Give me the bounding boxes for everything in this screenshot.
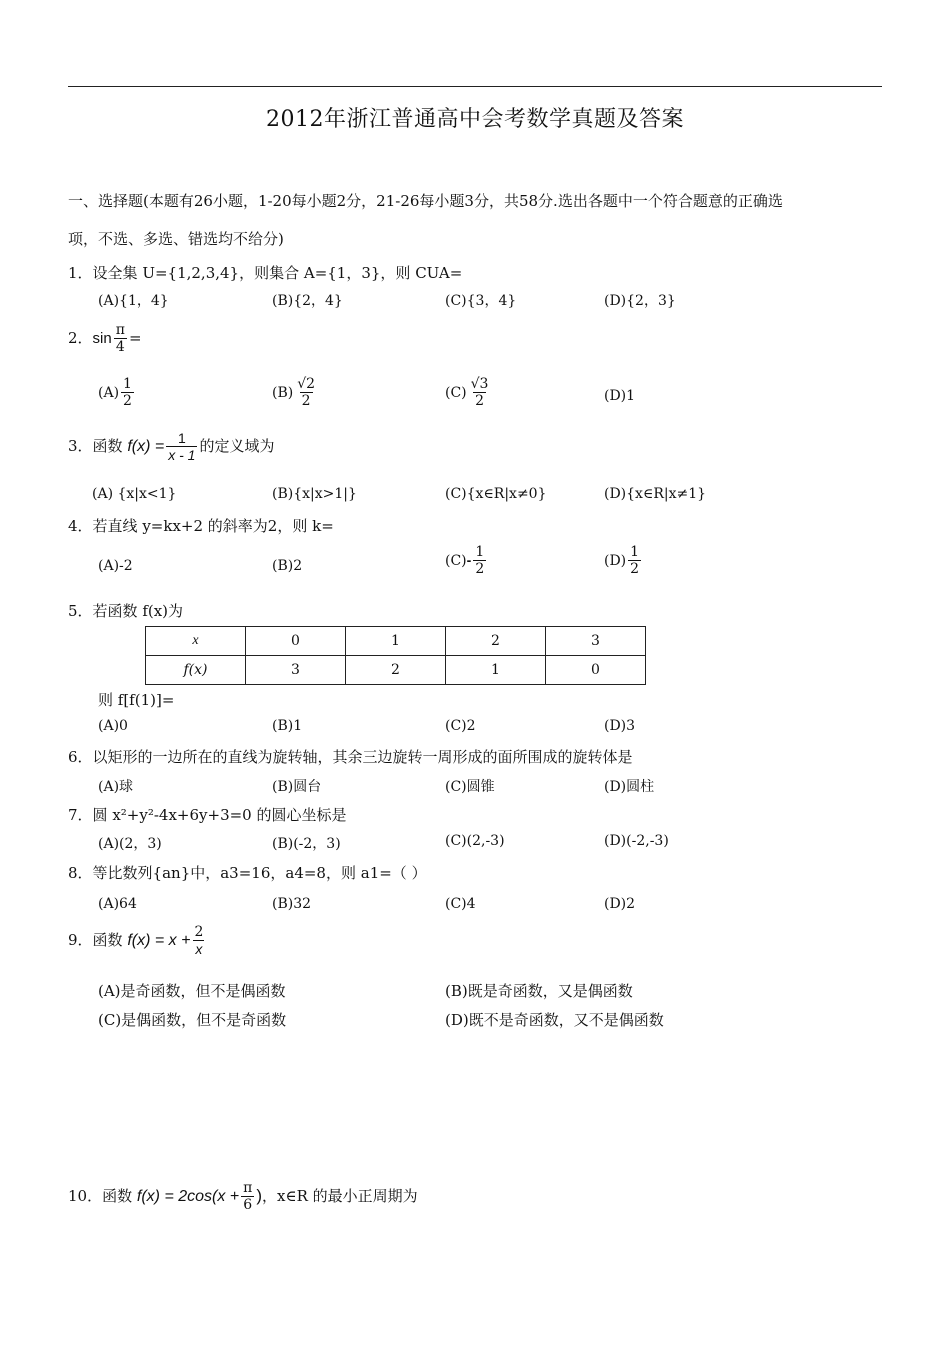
table-cell: 3 — [246, 656, 346, 685]
sin-text: sin — [92, 330, 112, 347]
question-text: 等比数列{an}中，a3=16，a4=8，则 a1=（ ） — [92, 864, 427, 882]
table-cell: 3 — [546, 627, 646, 656]
q5-option-c: (C)2 — [445, 718, 476, 734]
q1-option-d: (D){2，3} — [604, 293, 676, 309]
question-8 — [68, 862, 427, 883]
q3-option-b: (B){x|x>1|} — [272, 486, 357, 502]
function-expression: f(x) = — [127, 438, 165, 455]
q2-option-c: (C) $\frac{√3}{2}$ — [445, 376, 489, 409]
q4-option-c: (C)- $\frac{1}{2}$ — [445, 544, 485, 577]
question-3: 3．函数 f(x) = $\frac{1}{x - 1}$ 的定义域为 — [68, 430, 275, 463]
question-number: 8． — [68, 864, 93, 882]
q4-option-a: (A)-2 — [98, 558, 133, 574]
q9-option-c: (C)是偶函数，但不是奇函数 — [98, 1011, 287, 1029]
question-6 — [68, 746, 633, 767]
question-10: 10．函数 f(x) = 2cos(x + $\frac{\pi}{6}$ )，x∈R 的最小正周期为 — [68, 1180, 418, 1213]
q5-option-a: (A)0 — [98, 718, 128, 734]
question-number: 2． — [68, 329, 93, 347]
q5-option-d: (D)3 — [604, 718, 636, 734]
header-rule — [68, 86, 882, 87]
reciprocal-fraction: $\frac{1}{x - 1}$ — [168, 430, 196, 463]
q8-option-c: (C)4 — [445, 896, 476, 912]
table-cell: 1 — [446, 656, 546, 685]
q8-option-a: (A)64 — [98, 896, 137, 912]
pi-over-6-fraction: $\frac{\pi}{6}$ — [243, 1180, 253, 1213]
question-text: 若函数 f(x)为 — [92, 602, 184, 620]
question-text: 以矩形的一边所在的直线为旋转轴，其余三边旋转一周形成的面所围成的旋转体是 — [92, 748, 633, 766]
question-9: 9．函数 f(x) = x + $\frac{2}{x}$ — [68, 924, 204, 957]
table-cell: 2 — [346, 656, 446, 685]
question-number: 1． — [68, 264, 93, 282]
q8-option-d: (D)2 — [604, 896, 636, 912]
q3-option-c: (C){x∈R|x≠0} — [445, 486, 547, 502]
table-cell: 0 — [246, 627, 346, 656]
q6-option-b: (B)圆台 — [272, 779, 322, 795]
q6-option-d: (D)圆柱 — [604, 779, 655, 795]
table-cell: 2 — [446, 627, 546, 656]
section-intro-line1: 一、选择题(本题有26小题，1-20每小题2分，21-26每小题3分，共58分.选出各题中一个符合题意的正确选 — [68, 192, 783, 210]
table-cell: 0 — [546, 656, 646, 685]
page-title: 2012年浙江普通高中会考数学真题及答案 — [266, 107, 684, 132]
q7-option-a: (A)(2，3) — [98, 836, 162, 852]
question-1 — [68, 262, 462, 283]
question-number: 4． — [68, 517, 93, 535]
table-cell: x — [146, 627, 246, 656]
question-7 — [68, 804, 347, 825]
question-number: 7． — [68, 806, 93, 824]
function-value-table — [145, 626, 646, 685]
q2-option-a: (A) $\frac{1}{2}$ — [98, 376, 132, 409]
q1-option-c: (C){3，4} — [445, 293, 517, 309]
q2-option-b: (B) $\frac{√2}{2}$ — [272, 376, 316, 409]
q4-option-b: (B)2 — [272, 558, 303, 574]
q9-option-b: (B)既是奇函数，又是偶函数 — [445, 982, 633, 1000]
table-row — [146, 656, 646, 685]
question-2: 2．sin $\frac{\pi}{4}$ = — [68, 322, 142, 355]
table-cell: 1 — [346, 627, 446, 656]
question-number: 3． — [68, 437, 93, 455]
question-text: 若直线 y=kx+2 的斜率为2，则 k= — [92, 517, 334, 535]
two-over-x-fraction: $\frac{2}{x}$ — [194, 924, 204, 957]
function-expression: f(x) = 2cos(x + — [136, 1188, 240, 1205]
question-5 — [68, 600, 183, 621]
question-number: 9． — [68, 931, 93, 949]
q1-option-b: (B){2，4} — [272, 293, 343, 309]
q6-option-a: (A)球 — [98, 779, 134, 795]
pi-over-4-fraction: $\frac{\pi}{4}$ — [115, 322, 125, 355]
function-expression: f(x) = x + — [127, 932, 191, 949]
q1-option-a: (A){1，4} — [98, 293, 169, 309]
question-text: 设全集 U={1,2,3,4}，则集合 A={1，3}，则 CUA= — [92, 264, 463, 282]
q9-option-a: (A)是奇函数，但不是偶函数 — [98, 982, 286, 1000]
q5-option-b: (B)1 — [272, 718, 303, 734]
q4-option-d: (D) $\frac{1}{2}$ — [604, 544, 640, 577]
question-4 — [68, 515, 334, 536]
q9-option-d: (D)既不是奇函数，又不是偶函数 — [445, 1011, 664, 1029]
q5-followup: 则 f[f(1)]= — [98, 691, 175, 709]
q8-option-b: (B)32 — [272, 896, 312, 912]
question-number: 6． — [68, 748, 93, 766]
q2-option-d: (D)1 — [604, 388, 636, 404]
question-number: 10． — [68, 1187, 103, 1205]
table-row — [146, 627, 646, 656]
q7-option-d: (D)(-2,-3) — [604, 833, 669, 849]
section-intro-line2: 项，不选、多选、错选均不给分) — [68, 230, 284, 248]
q3-option-a: (A) {x|x<1} — [92, 486, 177, 502]
q7-option-b: (B)(-2，3) — [272, 836, 341, 852]
q6-option-c: (C)圆锥 — [445, 779, 495, 795]
question-number: 5． — [68, 602, 93, 620]
question-text: 圆 x²+y²-4x+6y+3=0 的圆心坐标是 — [92, 806, 347, 824]
q3-option-d: (D){x∈R|x≠1} — [604, 486, 707, 502]
q7-option-c: (C)(2,-3) — [445, 833, 505, 849]
table-cell: f(x) — [146, 656, 246, 685]
